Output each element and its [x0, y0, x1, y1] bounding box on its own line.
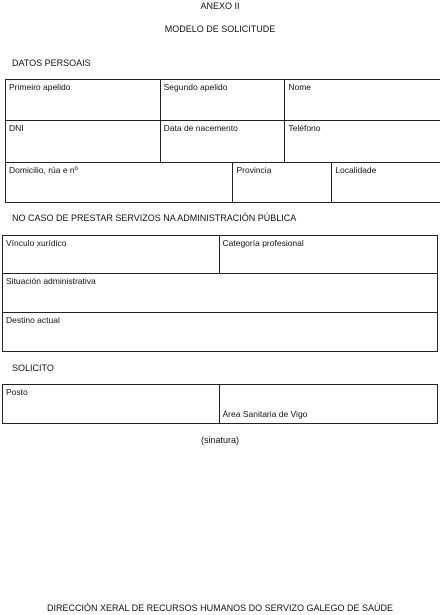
legal-link-label: Vínculo xurídico [6, 238, 67, 248]
name-label: Nome [288, 82, 312, 92]
current-posting-field[interactable] [3, 313, 438, 351]
birth-date-label: Data de nacemento [163, 123, 238, 133]
health-area-field[interactable] [220, 385, 439, 423]
professional-category-label: Categoría profesional [222, 238, 304, 248]
legal-link-field[interactable] [3, 236, 220, 273]
address-label: Domicilio, rúa e nº [9, 165, 78, 175]
second-surname-field[interactable] [161, 80, 286, 120]
signature-label: (sinatura) [200, 435, 239, 445]
locality-field[interactable] [332, 163, 440, 202]
phone-label: Teléfono [288, 123, 321, 133]
birth-date-field[interactable] [161, 121, 286, 162]
public-service-table [2, 235, 438, 352]
section-admin-heading: NO CASO DE PRESTAR SERVIZOS NA ADMINISTRACIÓN PÚBLICA [12, 213, 297, 223]
request-table [2, 384, 438, 424]
section-personal-heading: DATOS PERSOAIS [12, 58, 91, 68]
admin-situation-field[interactable] [3, 274, 438, 312]
dni-field[interactable] [6, 121, 161, 162]
admin-situation-label: Situación administrativa [6, 276, 96, 286]
professional-category-field[interactable] [220, 236, 439, 273]
section-request-heading: SOLICITO [12, 363, 54, 373]
annex-label: ANEXO II [200, 1, 240, 11]
dni-label: DNI [9, 123, 24, 133]
province-label: Provincia [236, 165, 272, 175]
current-posting-label: Destino actual [6, 315, 60, 325]
name-field[interactable] [285, 80, 440, 120]
first-surname-label: Primeiro apelido [9, 82, 71, 92]
post-field[interactable] [3, 385, 220, 423]
second-surname-label: Segundo apelido [163, 82, 228, 92]
locality-label: Localidade [335, 165, 377, 175]
post-label: Posto [6, 387, 28, 397]
health-area-value: Área Sanitaria de Vigo [222, 409, 308, 419]
phone-field[interactable] [285, 121, 440, 162]
address-field[interactable] [6, 163, 233, 202]
province-field[interactable] [233, 163, 332, 202]
form-title: MODELO DE SOLICITUDE [164, 24, 276, 34]
first-surname-field[interactable] [6, 80, 161, 120]
footer-issuer: DIRECCIÓN XERAL DE RECURSOS HUMANOS DO SERVIZO GALEGO DE SAÚDE [46, 603, 394, 613]
personal-data-table [5, 79, 440, 203]
